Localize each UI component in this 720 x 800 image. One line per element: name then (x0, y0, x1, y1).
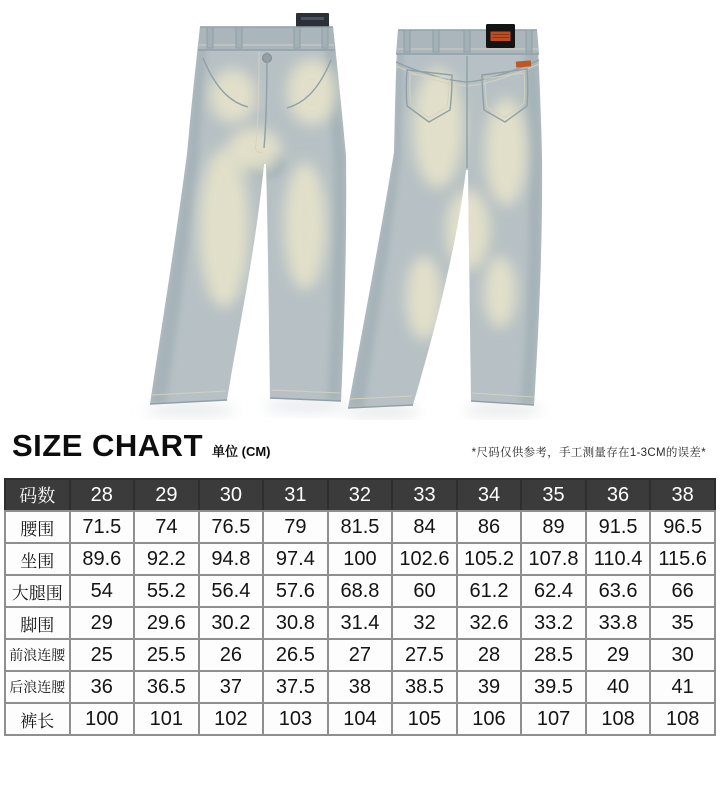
size-value-cell: 55.2 (134, 575, 199, 607)
size-value-cell: 100 (328, 543, 393, 575)
size-value-cell: 89 (521, 511, 586, 543)
size-value-cell: 103 (263, 703, 328, 735)
size-chart-table (4, 478, 716, 736)
size-value-cell: 39 (457, 671, 522, 703)
size-value-cell: 36.5 (134, 671, 199, 703)
size-value-cell: 38 (328, 671, 393, 703)
size-value-cell: 29 (70, 607, 135, 639)
size-value-cell: 30.8 (263, 607, 328, 639)
size-value-cell: 33.8 (586, 607, 651, 639)
size-value-cell: 86 (457, 511, 522, 543)
size-value-cell: 92.2 (134, 543, 199, 575)
size-value-cell: 35 (650, 607, 715, 639)
size-value-cell: 79 (263, 511, 328, 543)
row-label-cell: 后浪连腰 (5, 671, 70, 703)
size-value-cell: 33.2 (521, 607, 586, 639)
row-label-cell: 脚围 (5, 607, 70, 639)
size-value-cell: 29 (586, 639, 651, 671)
size-header-cell: 34 (457, 479, 522, 511)
size-value-cell: 107.8 (521, 543, 586, 575)
size-chart-row (5, 543, 715, 575)
size-value-cell: 91.5 (586, 511, 651, 543)
size-value-cell: 89.6 (70, 543, 135, 575)
size-value-cell: 100 (70, 703, 135, 735)
back-jeans-photo (348, 24, 542, 408)
size-value-cell: 71.5 (70, 511, 135, 543)
size-value-cell: 29.6 (134, 607, 199, 639)
row-label-cell: 前浪连腰 (5, 639, 70, 671)
measurement-note: *尺码仅供参考，手工测量存在1-3CM的误差* (471, 447, 706, 459)
row-label-cell: 裤长 (5, 703, 70, 735)
size-value-cell: 26.5 (263, 639, 328, 671)
belt-loop (464, 30, 470, 52)
size-value-cell: 74 (134, 511, 199, 543)
size-value-cell: 106 (457, 703, 522, 735)
size-value-cell: 30.2 (199, 607, 264, 639)
row-label-cell: 坐围 (5, 543, 70, 575)
size-value-cell: 63.6 (586, 575, 651, 607)
size-header-cell: 32 (328, 479, 393, 511)
size-header-cell: 38 (650, 479, 715, 511)
size-value-cell: 94.8 (199, 543, 264, 575)
size-value-cell: 102.6 (392, 543, 457, 575)
size-value-cell: 41 (650, 671, 715, 703)
size-chart-header-row (5, 479, 715, 511)
size-value-cell: 76.5 (199, 511, 264, 543)
size-chart-row (5, 511, 715, 543)
size-column-title: 码数 (5, 479, 70, 511)
size-value-cell: 28 (457, 639, 522, 671)
size-value-cell: 38.5 (392, 671, 457, 703)
size-value-cell: 105 (392, 703, 457, 735)
size-value-cell: 84 (392, 511, 457, 543)
size-value-cell: 96.5 (650, 511, 715, 543)
size-value-cell: 37.5 (263, 671, 328, 703)
belt-loop (404, 30, 410, 52)
size-value-cell: 32 (392, 607, 457, 639)
size-value-cell: 31.4 (328, 607, 393, 639)
size-value-cell: 25 (70, 639, 135, 671)
size-value-cell: 27 (328, 639, 393, 671)
size-value-cell: 28.5 (521, 639, 586, 671)
front-jeans-photo (150, 13, 346, 404)
row-label-cell: 大腿围 (5, 575, 70, 607)
size-value-cell: 105.2 (457, 543, 522, 575)
size-value-cell: 61.2 (457, 575, 522, 607)
floor-shadow (144, 400, 543, 418)
size-chart-header-bar (0, 420, 720, 474)
unit-label: 单位 (CM) (212, 444, 271, 459)
size-value-cell: 104 (328, 703, 393, 735)
row-label-cell: 腰围 (5, 511, 70, 543)
size-value-cell: 108 (586, 703, 651, 735)
size-value-cell: 32.6 (457, 607, 522, 639)
size-chart-row (5, 607, 715, 639)
size-chart-row (5, 703, 715, 735)
belt-loop (294, 27, 300, 48)
waist-leather-patch (486, 24, 515, 48)
size-chart-title: SIZE CHART (12, 428, 203, 463)
size-value-cell: 97.4 (263, 543, 328, 575)
size-header-cell: 29 (134, 479, 199, 511)
size-value-cell: 37 (199, 671, 264, 703)
size-value-cell: 40 (586, 671, 651, 703)
belt-loop (236, 27, 242, 48)
size-value-cell: 66 (650, 575, 715, 607)
size-value-cell: 27.5 (392, 639, 457, 671)
size-value-cell: 25.5 (134, 639, 199, 671)
size-header-cell: 30 (199, 479, 264, 511)
front-waistband (198, 27, 335, 50)
belt-loop (207, 27, 213, 48)
size-header-cell: 36 (586, 479, 651, 511)
size-value-cell: 39.5 (521, 671, 586, 703)
size-chart-row (5, 639, 715, 671)
size-value-cell: 62.4 (521, 575, 586, 607)
size-value-cell: 110.4 (586, 543, 651, 575)
size-header-cell: 28 (70, 479, 135, 511)
size-header-cell: 33 (392, 479, 457, 511)
belt-loop (526, 30, 532, 52)
belt-loop (322, 27, 328, 48)
size-value-cell: 108 (650, 703, 715, 735)
size-value-cell: 57.6 (263, 575, 328, 607)
size-value-cell: 36 (70, 671, 135, 703)
size-chart-row (5, 671, 715, 703)
size-value-cell: 102 (199, 703, 264, 735)
belt-loop (433, 30, 439, 52)
size-chart-row (5, 575, 715, 607)
size-value-cell: 101 (134, 703, 199, 735)
size-value-cell: 60 (392, 575, 457, 607)
size-value-cell: 26 (199, 639, 264, 671)
size-header-cell: 35 (521, 479, 586, 511)
size-value-cell: 56.4 (199, 575, 264, 607)
size-value-cell: 115.6 (650, 543, 715, 575)
size-value-cell: 68.8 (328, 575, 393, 607)
size-value-cell: 81.5 (328, 511, 393, 543)
size-value-cell: 107 (521, 703, 586, 735)
size-header-cell: 31 (263, 479, 328, 511)
size-value-cell: 54 (70, 575, 135, 607)
size-value-cell: 30 (650, 639, 715, 671)
